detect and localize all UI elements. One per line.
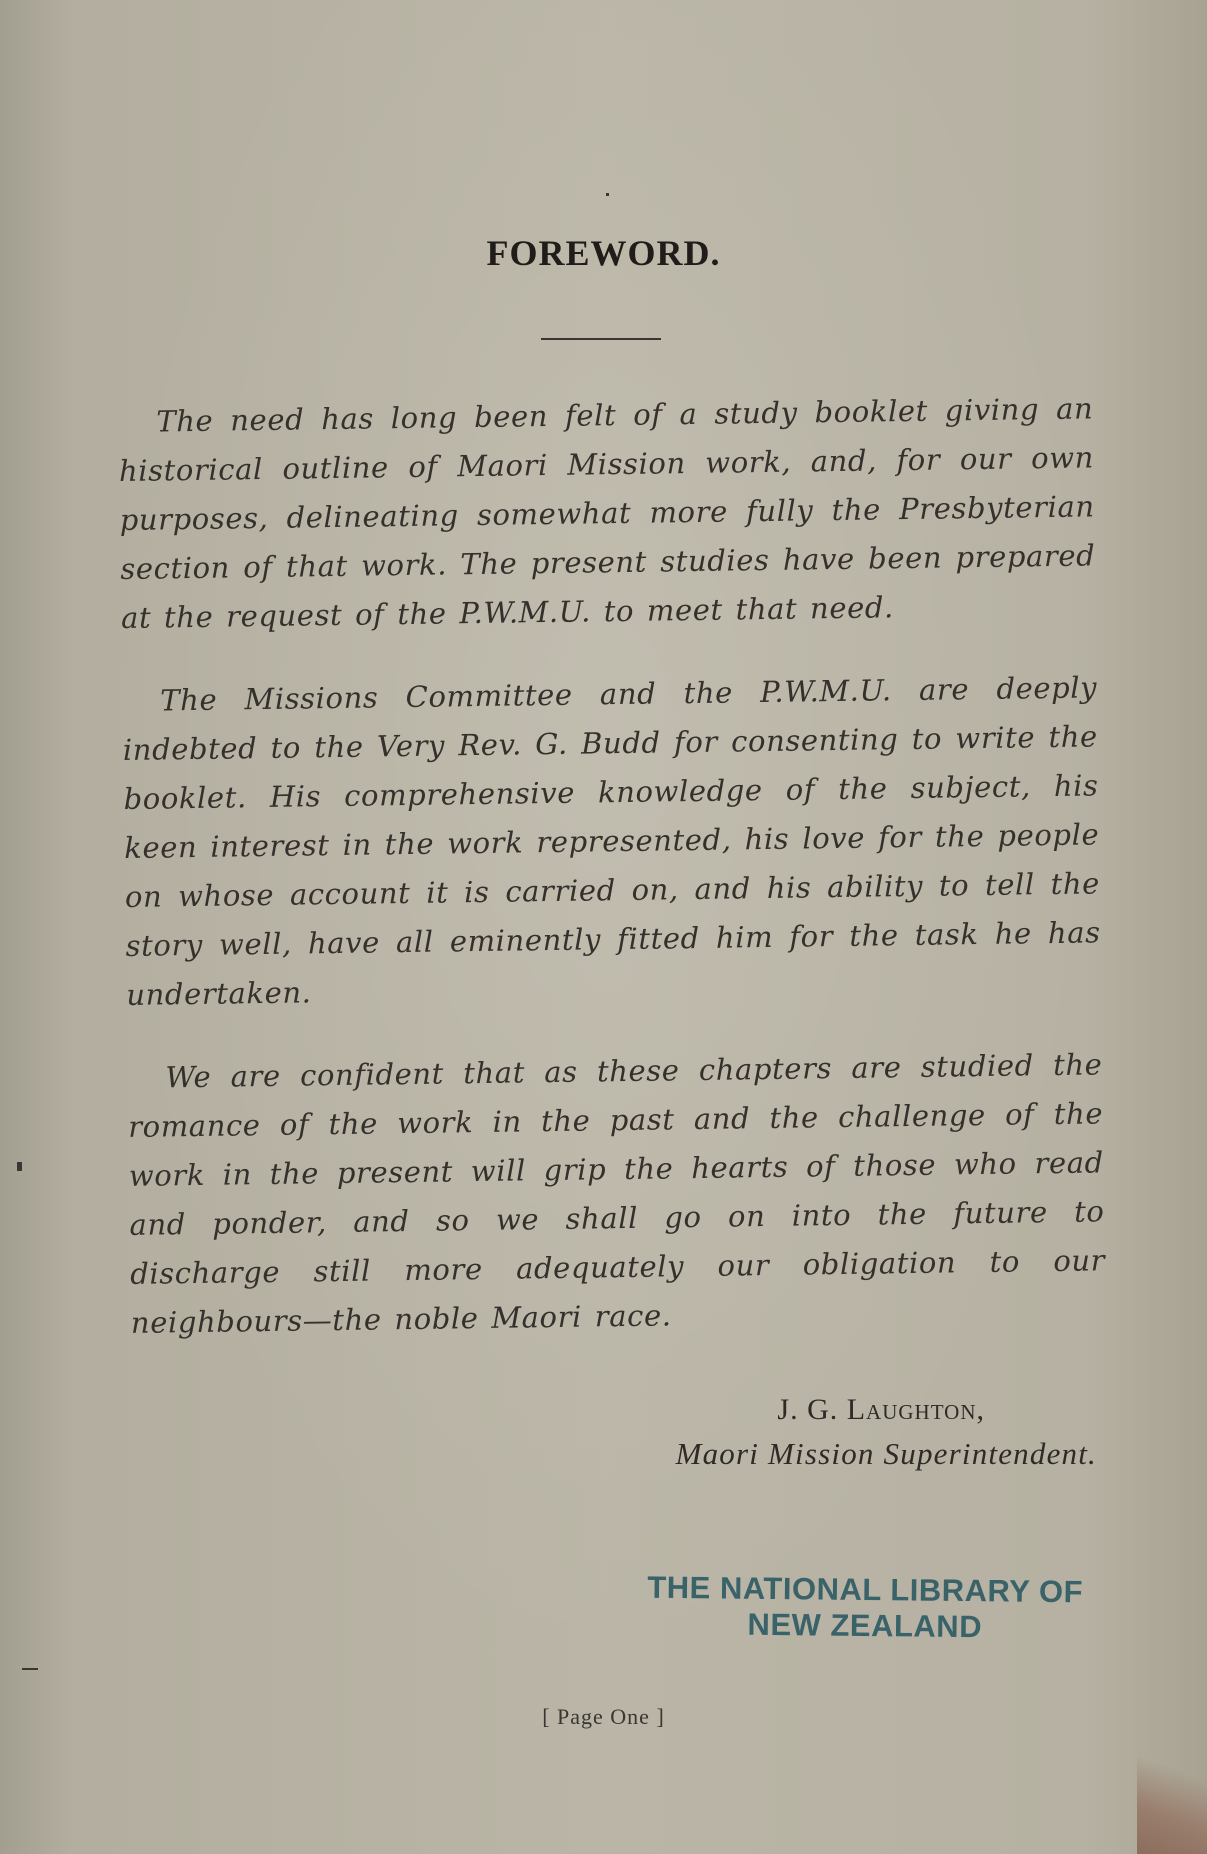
stamp-line-1: THE NATIONAL LIBRARY OF (647, 1569, 1084, 1610)
foreword-body (118, 384, 1107, 1382)
ink-speck (22, 1668, 38, 1670)
paragraph-3: We are confident that as these chapters are studied the romance of the work in the past and the challenge of the work in the present will grip the hearts of those who read and ponder, and so we shall go on into the future to discharge still more adequately our obligation to our neighbours—the noble Maori race. (127, 1047, 1106, 1340)
signatory-title: Maori Mission Superintendent. (675, 1436, 1097, 1471)
library-stamp (625, 1569, 1106, 1646)
paragraph-2: The Missions Committee and the P.W.M.U. are deeply indebted to the Very Rev. G. Budd for consenting to write the booklet. His comprehensive knowledge of the subject, his keen interest in the work represented, his love for the people on whose account it is carried on, and his ability to tell the story well, have all eminently fitted him for the task he has undertaken. (122, 670, 1101, 1012)
page-number: [ Page One ] (542, 1704, 665, 1729)
page-title: FOREWORD. (486, 233, 721, 273)
title-divider (541, 338, 661, 340)
ink-speck (606, 193, 609, 196)
signature-block (676, 1388, 1097, 1476)
stamp-line-2: NEW ZEALAND (747, 1606, 983, 1645)
paragraph-1: The need has long been felt of a study booklet giving an historical outline of Maori Mission work, and, for our own purposes, delineating somewhat more fully the Presbyterian section of that work. The present studies have been prepared at the request of the P.W.M.U. to meet that need. (118, 391, 1096, 635)
ink-speck (17, 1162, 22, 1171)
torn-corner (1137, 1714, 1207, 1854)
signatory-name: J. G. Laughton, (777, 1393, 985, 1426)
